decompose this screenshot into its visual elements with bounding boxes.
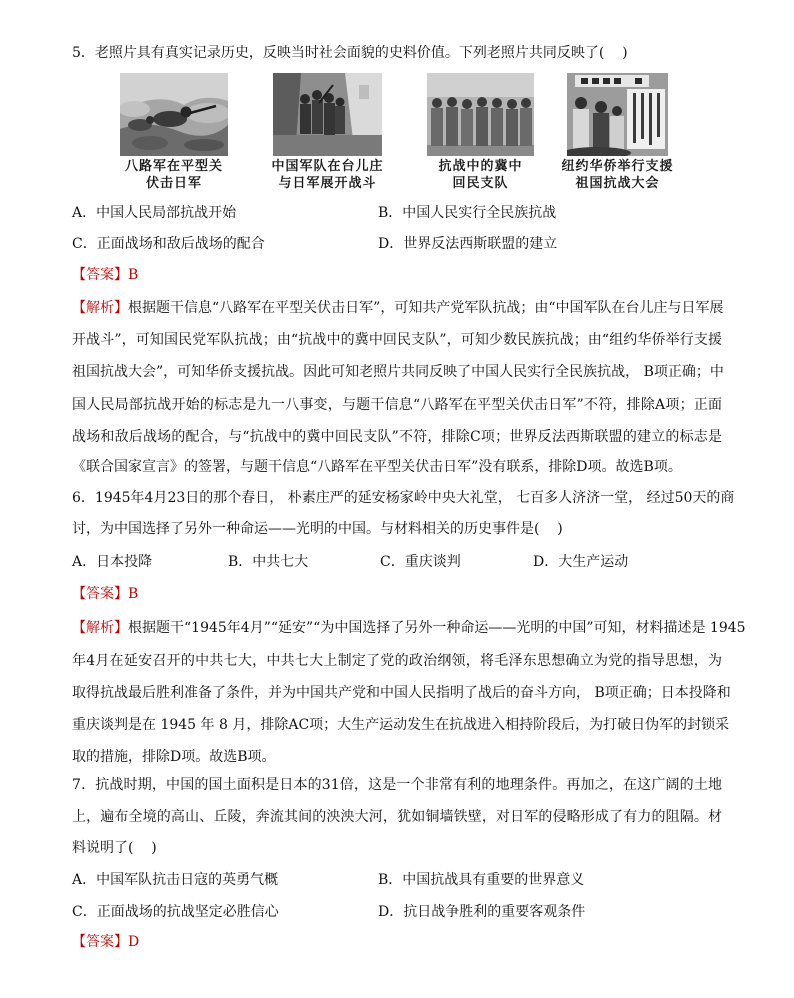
rally-sign <box>575 75 649 87</box>
photo-image <box>120 73 228 156</box>
analysis-text: 根据题干信息“八路军在平型关伏击日军”，可知共产党军队抗战；由“中国军队在台儿庄与日军展 <box>128 300 724 316</box>
option-b: B．中国人民实行全民族抗战 <box>378 205 557 221</box>
caption-line: 伏击日军 <box>145 176 202 191</box>
option-d: D．大生产运动 <box>533 554 629 570</box>
option-c: C．重庆谈判 <box>380 554 461 570</box>
analysis-line: 祖国抗战大会”，可知华侨支援抗战。因此可知老照片共同反映了中国人民实行全民族抗战， B项正确；中 <box>72 364 724 380</box>
analysis-line: 取得抗战最后胜利准备了条件，并为中国共产党和中国人民指明了战后的奋斗方向， B项正确；日本投降和 <box>72 685 731 701</box>
analysis-line: 取的措施，排除D项。故选B项。 <box>72 749 276 765</box>
caption-line: 回民支队 <box>452 176 509 191</box>
question-6-stem: 6．1945年4月23日的那个春日， 朴素庄严的延安杨家岭中央大礼堂， 七百多人济济一堂， 经过50天的商 <box>72 490 735 506</box>
question-7-stem: 7．抗战时期，中国的国土面积是日本的31倍，这是一个非常有利的地理条件。再加之，在这广阔的土地 <box>72 777 722 793</box>
photo-caption <box>552 158 683 192</box>
photo-pingxingguan-ambush <box>120 73 228 156</box>
analysis-line: 战场和敌后战场的配合，与“抗战中的冀中回民支队”不符，排除C项；世界反法西斯联盟的建立的标志是 <box>72 429 722 445</box>
caption-line: 与日军展开战斗 <box>278 176 377 191</box>
photo-image <box>427 73 534 156</box>
answer-value: D <box>128 934 140 950</box>
analysis-label: 【解析】 <box>72 300 128 316</box>
photo-caption <box>415 158 546 192</box>
option-a: A．中国人民局部抗战开始 <box>72 205 237 221</box>
analysis-line: 年4月在延安召开的中共七大，中共七大上制定了党的政治纲领，将毛泽东思想确立为党的指导思想，为 <box>72 653 722 669</box>
analysis-line <box>72 618 746 638</box>
analysis-line: 《联合国家宣言》的签署，与题干信息“八路军在平型关伏击日军”没有联系，排除D项。故选B项。 <box>72 459 682 475</box>
analysis-text: 根据题干“1945年4月”“延安”“为中国选择了另外一种命运——光明的中国”可知，材料描述是 1945 <box>128 620 746 636</box>
answer-line <box>72 584 138 604</box>
photo-image <box>273 73 382 156</box>
answer-label: 【答案】 <box>72 267 128 283</box>
option-b: B．中国抗战具有重要的世界意义 <box>378 872 585 888</box>
banner <box>627 89 665 149</box>
photo-new-york-overseas-chinese-rally <box>567 73 668 156</box>
caption-line: 八路军在平型关 <box>124 159 223 174</box>
caption-line: 抗战中的冀中 <box>438 159 523 174</box>
option-d: D．世界反法西斯联盟的建立 <box>378 236 558 252</box>
question-7-stem: 料说明了( ) <box>72 840 157 856</box>
caption-line: 祖国抗战大会 <box>575 176 660 191</box>
caption-line: 中国军队在台儿庄 <box>271 159 384 174</box>
answer-label: 【答案】 <box>72 586 128 602</box>
option-a: A．中国军队抗击日寇的英勇气概 <box>72 872 279 888</box>
analysis-label: 【解析】 <box>72 620 128 636</box>
analysis-line: 国人民局部抗战开始的标志是九一八事变，与题干信息“八路军在平型关伏击日军”不符，排除A项；正面 <box>72 397 722 413</box>
photo-caption <box>110 158 238 192</box>
photo-jizhong-hui-detachment <box>427 73 534 156</box>
answer-line <box>72 265 138 285</box>
caption-line: 纽约华侨举行支援 <box>561 159 674 174</box>
photo-caption <box>262 158 393 192</box>
question-7-stem: 上，遍布全境的高山、丘陵，奔流其间的泱泱大河，犹如铜墙铁壁，对日军的侵略形成了有力的阻隔。材 <box>72 809 722 825</box>
answer-value: B <box>128 586 139 602</box>
analysis-line <box>72 298 722 318</box>
analysis-line: 重庆谈判是在 1945 年 8 月，排除AC项；大生产运动发生在抗战进入相持阶段后，为打破日伪军的封锁采 <box>72 717 730 733</box>
option-c: C．正面战场的抗战坚定必胜信心 <box>72 904 279 920</box>
option-b: B．中共七大 <box>228 554 309 570</box>
option-c: C．正面战场和敌后战场的配合 <box>72 236 265 252</box>
photo-image <box>567 73 668 156</box>
answer-value: B <box>128 267 139 283</box>
option-a: A．日本投降 <box>72 554 153 570</box>
question-6-stem: 讨，为中国选择了另外一种命运——光明的中国。与材料相关的历史事件是( ) <box>72 521 563 537</box>
photo-taierzhuang-battle <box>273 73 382 156</box>
answer-line <box>72 932 139 952</box>
option-d: D．抗日战争胜利的重要客观条件 <box>378 904 586 920</box>
question-5-stem: 5．老照片具有真实记录历史，反映当时社会面貌的史料价值。下列老照片共同反映了( ) <box>72 45 628 61</box>
answer-label: 【答案】 <box>72 934 128 950</box>
analysis-line: 开战斗”，可知国民党军队抗战；由“抗战中的冀中回民支队”，可知少数民族抗战；由“组约华侨举行支援 <box>72 332 722 348</box>
